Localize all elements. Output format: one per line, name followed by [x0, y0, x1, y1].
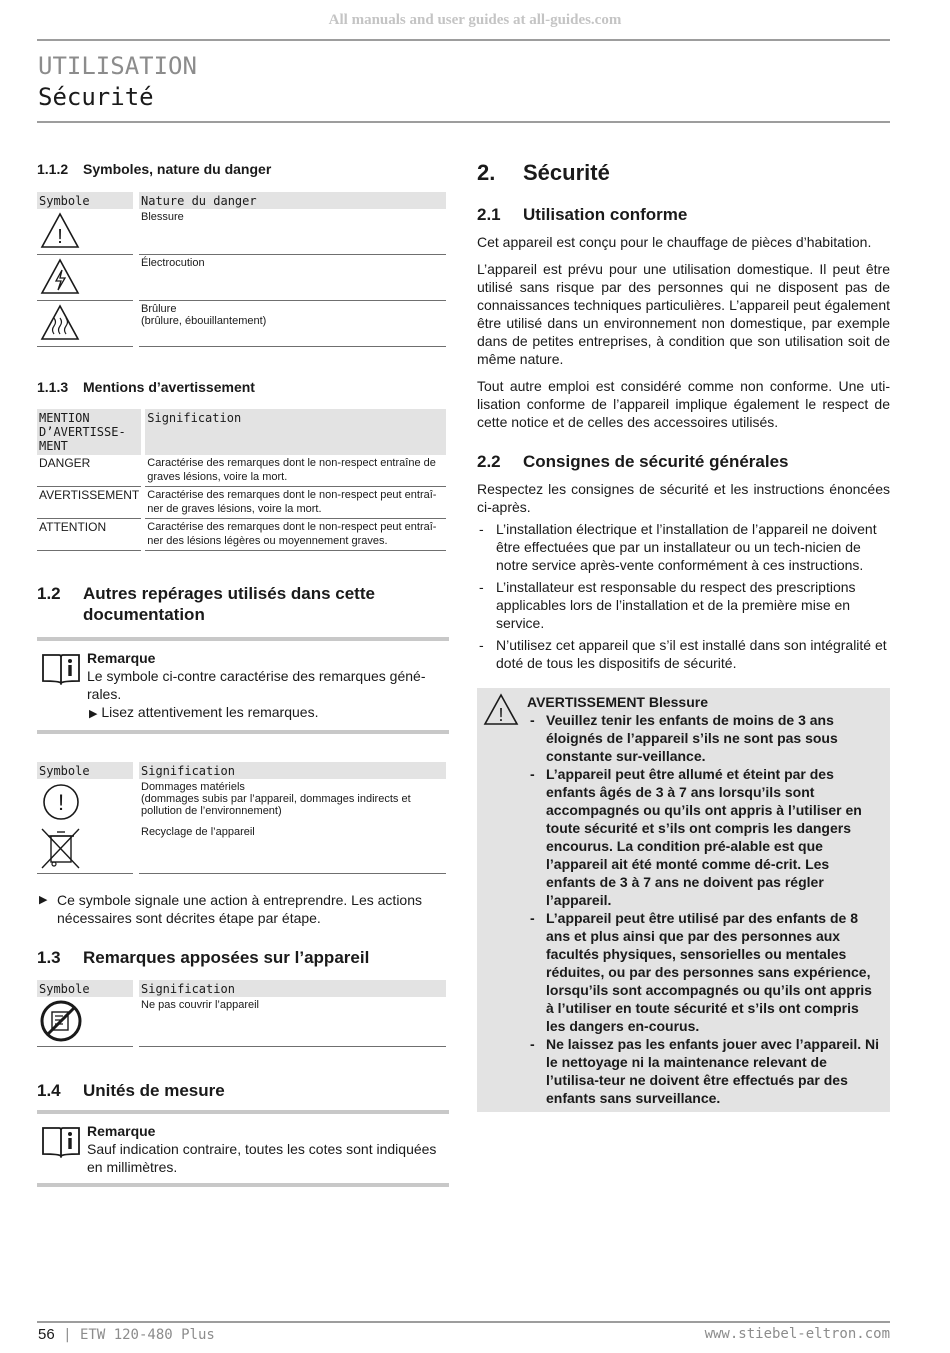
- svg-text:!: !: [498, 705, 504, 725]
- section-title: Symboles, nature du danger: [83, 161, 272, 177]
- header-category: UTILISATION: [38, 52, 197, 80]
- col-header-symbol: Symbole: [37, 980, 136, 997]
- section-title: Mentions d’avertissement: [83, 379, 255, 395]
- right-column: [477, 155, 890, 1112]
- keyword: ATTENTION: [37, 519, 143, 551]
- footer-separator: |: [63, 1327, 80, 1343]
- keyword-meaning: Caractérise des remarques dont le non-respect peut entraî-ner de graves lésions, voire la mort.: [143, 487, 446, 519]
- col-header-mention: MENTION D’AVERTISSE- MENT: [37, 409, 143, 455]
- note-box: [37, 637, 449, 734]
- book-info-icon: [41, 1125, 81, 1159]
- section-2-2-heading: [477, 451, 890, 472]
- website-link[interactable]: www.stiebel-eltron.com: [704, 1326, 890, 1342]
- header-title: Sécurité: [38, 83, 154, 111]
- paragraph: Respectez les consignes de sécurité et les instructions énoncées ci-après.: [477, 481, 890, 515]
- list-item: - Ne laissez pas les enfants jouer avec l’appareil. Ni le nettoyage ni la maintenance relevant de l’utilisa-teur ne doivent être effectués par des enfants sans surveillance.: [527, 1035, 882, 1107]
- left-column: [37, 155, 449, 1187]
- section-1-1-2-heading: [37, 161, 449, 177]
- section-2-1-heading: [477, 204, 890, 225]
- note-action: [87, 703, 449, 723]
- hazard-text: Brûlure (brûlure, ébouillantement): [136, 301, 446, 347]
- section-1-2-heading: [37, 583, 449, 625]
- table-row: [37, 209, 446, 255]
- warning-keywords-table: [37, 409, 446, 551]
- table-row: [37, 997, 446, 1047]
- col-header-signification: Signification: [136, 980, 446, 997]
- col-header-nature: Nature du danger: [136, 192, 446, 209]
- keyword-meaning: Caractérise des remarques dont le non-respect peut entraî-ner des lésions légères ou moyennement graves.: [143, 519, 446, 551]
- table-row: [37, 779, 446, 824]
- warning-triangle-icon: [483, 693, 519, 727]
- burn-icon: [39, 303, 81, 343]
- list-item: - N’utilisez cet appareil que s’il est installé dans son intégralité et doté de tous les dispositifs de sécurité.: [477, 636, 890, 672]
- other-symbols-table: [37, 762, 446, 874]
- symbol-text: Dommages matériels (dommages subis par l’appareil, dommages indirects et pollution de l’environnement): [136, 779, 446, 824]
- section-title: Utilisation conforme: [523, 205, 688, 224]
- chapter-title: Sécurité: [523, 160, 610, 185]
- list-item: - L’installateur est responsable du respect des prescriptions applicables lors de l’installation et de la première mise en service.: [477, 578, 890, 632]
- paragraph: Tout autre emploi est considéré comme non conforme. Une uti-lisation conforme de l’appareil implique également le respect de cette notice et de celles des accessoires utilisés.: [477, 378, 890, 430]
- section-number: 1.1.3: [37, 379, 69, 395]
- note-text: Sauf indication contraire, toutes les cotes sont indiquées en millimètres.: [87, 1141, 437, 1175]
- keyword: AVERTISSEMENT: [37, 487, 143, 519]
- symbol-text: Ne pas couvrir l’appareil: [136, 997, 446, 1047]
- svg-text:!: !: [57, 226, 63, 248]
- action-arrow-icon: ▶: [89, 708, 98, 720]
- watermark: All manuals and user guides at all-guides.com: [328, 12, 622, 28]
- note-text: Le symbole ci-contre caractérise des remarques géné-rales.: [87, 668, 426, 702]
- section-title: Remarques apposées sur l’appareil: [83, 948, 370, 967]
- list-item: - L’installation électrique et l’installation de l’appareil ne doivent être effectuées que par un installateur ou un tech-nicien de notre service après-vente conformément à ces instructions.: [477, 520, 890, 574]
- section-number: 2.1: [477, 205, 501, 224]
- section-number: 1.3: [37, 948, 61, 967]
- table-row: [37, 301, 446, 347]
- col-header-symbol: Symbole: [37, 192, 136, 209]
- action-arrow-icon: ▶: [39, 894, 48, 906]
- warning-triangle-icon: [39, 211, 81, 251]
- product-name: ETW 120-480 Plus: [79, 1327, 215, 1343]
- hazard-text: Blessure: [136, 209, 446, 255]
- note-title: Remarque: [87, 650, 156, 666]
- section-1-1-3-heading: [37, 379, 449, 395]
- col-header-signification: Signification: [136, 762, 446, 779]
- warning-list: [527, 711, 882, 1107]
- table-row: [37, 455, 446, 487]
- note-box: [37, 1110, 449, 1187]
- note-action-text: Lisez attentivement les remarques.: [101, 704, 319, 720]
- footer-rule: [37, 1321, 890, 1323]
- list-item: - L’appareil peut être allumé et éteint par des enfants âgés de 3 à 7 ans lorsqu’ils sont accompagnés ou qu’ils ont appris à l’utiliser en toute sécurité et s’ils ont compris les dangers encourus. La condition pré-alable est que l’appareil ait été monté comme dé-crit. Les enfants de 3 à 7 ans ne doivent pas régler l’appareil.: [527, 765, 882, 909]
- hazard-symbols-table: [37, 192, 446, 347]
- table-row: [37, 519, 446, 551]
- safety-list: [477, 520, 890, 672]
- material-damage-icon: [39, 781, 81, 821]
- paragraph: Cet appareil est conçu pour le chauffage de pièces d’habitation.: [477, 234, 872, 250]
- section-title: Unités de mesure: [83, 1081, 225, 1100]
- chapter-2-heading: [477, 160, 890, 186]
- footer-left: [38, 1326, 215, 1343]
- paragraph: L’appareil est prévu pour une utilisation domestique. Il peut être utilisé sans risque par des personnes qui ne disposent pas de connaissances techniques particulières. L’appareil peut également être utilisé dans un environnement non domestique, par exemple dans de petites entreprises, à condition que son utilisation soit de même nature.: [477, 261, 890, 367]
- action-instruction-text: Ce symbole signale une action à entreprendre. Les actions nécessaires sont décrites étape par étape.: [57, 892, 422, 926]
- recycling-bin-icon: [39, 826, 81, 870]
- header-rule: [37, 39, 890, 41]
- do-not-cover-icon: [39, 999, 83, 1043]
- col-header-signification: Signification: [143, 409, 446, 455]
- keyword-meaning: Caractérise des remarques dont le non-respect entraîne de graves lésions, voire la mort.: [143, 455, 446, 487]
- electrocution-icon: [39, 257, 81, 297]
- note-title: Remarque: [87, 1123, 156, 1139]
- section-number: 1.1.2: [37, 161, 69, 177]
- hazard-text: Électrocution: [136, 255, 446, 301]
- symbol-text: Recyclage de l’appareil: [136, 824, 446, 874]
- section-number: 2.2: [477, 452, 501, 471]
- keyword: DANGER: [37, 455, 143, 487]
- section-1-3-heading: [37, 947, 449, 968]
- warning-title: AVERTISSEMENT Blessure: [527, 694, 709, 710]
- section-number: 1.4: [37, 1081, 61, 1100]
- col-header-symbol: Symbole: [37, 762, 136, 779]
- list-item: - L’appareil peut être utilisé par des enfants de 8 ans et plus ainsi que par des personnes aux facultés physiques, sensorielles ou mentales réduites, ou par des personnes sans expérience, lorsqu’ils sont accompagnés ou qu’ils ont appris à l’utiliser en toute sécurité et s’ils ont compris les dangers en-courus.: [527, 909, 882, 1035]
- table-row: [37, 824, 446, 874]
- table-row: [37, 255, 446, 301]
- section-title: Consignes de sécurité générales: [523, 452, 789, 471]
- warning-box: [477, 688, 890, 1112]
- chapter-number: 2.: [477, 160, 496, 185]
- device-symbols-table: [37, 980, 446, 1047]
- section-number: 1.2: [37, 584, 61, 603]
- book-info-icon: [41, 652, 81, 686]
- svg-text:!: !: [57, 790, 65, 815]
- header-bottom-rule: [37, 121, 890, 123]
- table-row: [37, 487, 446, 519]
- section-1-4-heading: [37, 1080, 449, 1101]
- section-title: Autres repérages utilisés dans cette documentation: [83, 584, 375, 624]
- page-number: 56: [38, 1326, 55, 1343]
- list-item: - Veuillez tenir les enfants de moins de 3 ans éloignés de l’appareil s’ils ne sont pas sous constante sur-veillance.: [527, 711, 882, 765]
- action-instruction: [37, 891, 449, 927]
